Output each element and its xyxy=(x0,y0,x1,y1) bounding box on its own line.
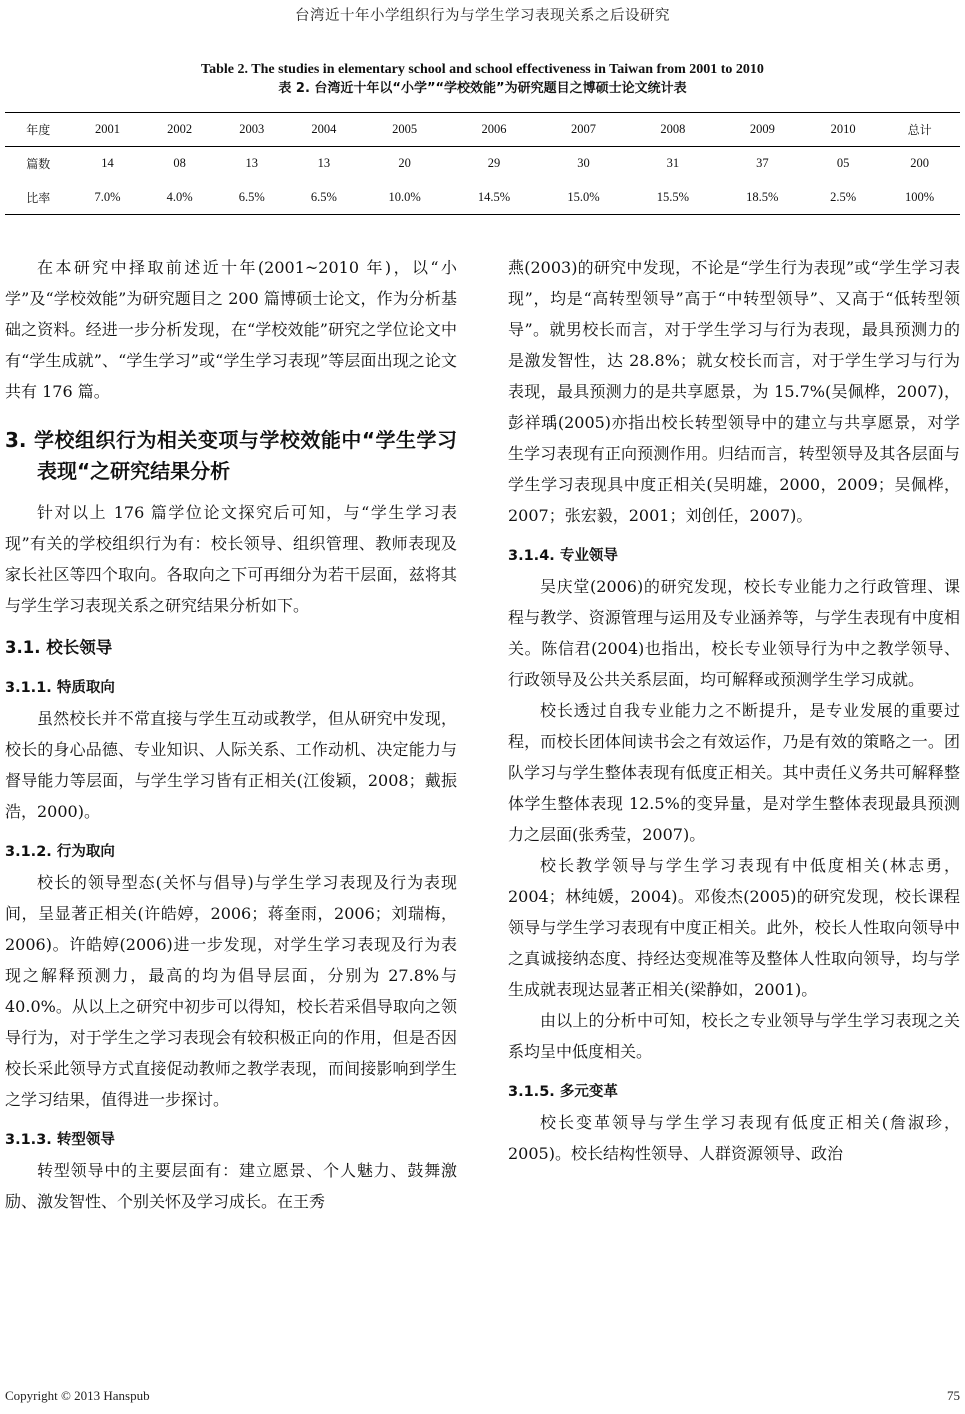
table-cell: 13 xyxy=(245,156,258,171)
table-cell: 31 xyxy=(666,156,680,171)
section-3-1-2-heading: 3.1.2. 行为取向 xyxy=(5,844,115,860)
table-cell: 20 xyxy=(398,156,411,171)
table-cell-total: 100% xyxy=(879,181,960,215)
running-head: 台湾近十年小学组织行为与学生学习表现关系之后设研究 xyxy=(295,8,670,24)
table-cell: 6.5% xyxy=(288,181,360,215)
section-3-1-3-heading: 3.1.3. 转型领导 xyxy=(5,1132,115,1148)
table-row xyxy=(5,181,960,215)
table-cell: 7.0% xyxy=(71,181,143,215)
table-cell: 13 xyxy=(317,156,331,171)
section-3-1-5-paragraph: 校长变革领导与学生学习表现有低度正相关(詹淑珍，2005)。校长结构性领导、人群资源领导、政治 xyxy=(508,1113,960,1163)
section-3-1-2-paragraph: 校长的领导型态(关怀与倡导)与学生学习表现及行为表现间，呈显著正相关(许皓婷，2006；蒋奎雨，2006；刘瑞梅，2006)。许皓婷(2006)进一步发现，对学生学习表现及行为表现之解释预测力，最高的均为倡导层面，分别为 27.8%与 40.0%。从以上之研究中初步可以得知，校长若采倡导取向之领导行为，对于学生之学习表现会有较积极正向的作用，但是否因校长采此领导方式直接促动教师之教学表现，而间接影响到学生之学习结果，值得进一步探讨。 xyxy=(5,873,457,1109)
section-3-1-3-paragraph: 转型领导中的主要层面有：建立愿景、个人魅力、鼓舞激励、激发智性、个别关怀及学习成长。在王秀 xyxy=(5,1161,457,1211)
table-cell: 14.5% xyxy=(449,181,538,215)
statistics-table xyxy=(5,112,960,215)
table-cell: 6.5% xyxy=(216,181,288,215)
table-caption xyxy=(0,60,965,98)
section-3-paragraph: 针对以上 176 篇学位论文探究后可知，与“学生学习表现”有关的学校组织行为有：校长领导、组织管理、教师表现及家长社区等四个取向。各取向之下可再细分为若干层面，兹将其与学生学习表现关系之研究结果分析如下。 xyxy=(5,503,457,615)
section-3-1-4-paragraph-1: 吴庆堂(2006)的研究发现，校长专业能力之行政管理、课程与教学、资源管理与运用及专业涵养等，与学生表现有中度相关。陈信君(2004)也指出，校长专业领导行为中之教学领导、行政领导及公共关系层面，均可解释或预测学生学习成就。 xyxy=(508,577,960,689)
table-caption-zh: 表 2. 台湾近十年以“小学”“学校效能”为研究题目之博硕士论文统计表 xyxy=(278,81,687,96)
copyright-notice: Copyright © 2013 Hanspub xyxy=(5,1388,150,1403)
section-3-1-4-paragraph-4: 由以上的分析中可知，校长之专业领导与学生学习表现之关系均呈中低度相关。 xyxy=(508,1011,960,1061)
section-3-heading: 3. 学校组织行为相关变项与学校效能中“学生学习表现“之研究结果分析 xyxy=(5,428,457,483)
year-cell: 2005 xyxy=(360,113,449,147)
section-3-1-5-heading: 3.1.5. 多元变革 xyxy=(508,1084,618,1100)
year-cell: 2008 xyxy=(628,113,717,147)
page-footer xyxy=(5,1388,960,1404)
section-3-1-4-paragraph-3: 校长教学领导与学生学习表现有中低度相关(林志勇，2004；林纯媛，2004)。邓俊杰(2005)的研究发现，校长课程领导与学生学习表现有中度正相关。此外，校长人性取向领导中之真诚接纳态度、持经达变规准等及整体人性取向领导，均与学生成就表现达显著正相关(梁静如，2001)。 xyxy=(508,856,960,999)
table-cell: 29 xyxy=(487,156,501,171)
section-3-1-1-paragraph: 虽然校长并不常直接与学生互动或教学，但从研究中发现，校长的身心品德、专业知识、人际关系、工作动机、决定能力与督导能力等层面，与学生学习皆有正相关(江俊颖，2008；戴振浩，2000)。 xyxy=(5,709,457,821)
row-label: 篇数 xyxy=(26,157,51,172)
year-cell: 2003 xyxy=(216,113,288,147)
table-cell: 30 xyxy=(577,156,590,171)
table-cell: 2.5% xyxy=(807,181,879,215)
year-cell: 2007 xyxy=(539,113,628,147)
year-cell: 2002 xyxy=(144,113,216,147)
year-cell: 2001 xyxy=(71,113,143,147)
section-3-1-4-paragraph-2: 校长透过自我专业能力之不断提升，是专业发展的重要过程，而校长团体间读书会之有效运作，乃是有效的策略之一。团队学习与学生整体表现有低度正相关。其中责任义务共可解释整体学生整体表现 12.5%的变异量，是对学生整体表现最具预测力之层面(张秀莹，2007)。 xyxy=(508,701,960,844)
year-cell: 2009 xyxy=(718,113,807,147)
left-column xyxy=(5,252,457,1217)
section-3-1-3-continued: 燕(2003)的研究中发现，不论是“学生行为表现”或“学生学习表现”，均是“高转型领导”高于“中转型领导”、又高于“低转型领导”。就男校长而言，对于学生学习与行为表现，最具预测力的是激发智性，达 28.8%；就女校长而言，对于学生学习与行为表现，最具预测力的是共享愿景，为 15.7%(吴佩桦，2007)，彭祥瑀(2005)亦指出校长转型领导中的建立与共享愿景，对学生学习表现有正向预测作用。归结而言，转型领导及其各层面与学生学习表现具中度正相关(吴明雄，2000，2009；吴佩桦，2007；张宏毅，2001；刘创任，2007)。 xyxy=(508,258,960,525)
section-3-1-1-heading: 3.1.1. 特质取向 xyxy=(5,680,115,696)
table-cell: 18.5% xyxy=(718,181,807,215)
table-cell: 4.0% xyxy=(144,181,216,215)
intro-paragraph: 在本研究中择取前述近十年(2001~2010 年)，以“小学”及“学校效能”为研究题目之 200 篇博硕士论文，作为分析基础之资料。经进一步分析发现，在“学校效能”研究之学位论文中有“学生成就”、“学生学习”或“学生学习表现”等层面出现之论文共有 176 篇。 xyxy=(5,258,457,401)
table-header-row xyxy=(5,113,960,147)
table-cell: 05 xyxy=(836,156,850,171)
total-header: 总计 xyxy=(879,113,960,147)
year-cell: 2010 xyxy=(807,113,879,147)
table-cell: 15.5% xyxy=(628,181,717,215)
page-number: 75 xyxy=(947,1388,960,1403)
table-cell: 37 xyxy=(756,156,769,171)
table-cell: 08 xyxy=(173,156,186,171)
table-cell: 10.0% xyxy=(360,181,449,215)
section-3-1-4-heading: 3.1.4. 专业领导 xyxy=(508,548,618,564)
year-cell: 2006 xyxy=(449,113,538,147)
table-caption-en: Table 2. The studies in elementary school and school effectiveness in Taiwan from 2001 to 2010 xyxy=(201,62,764,77)
table-cell-total: 200 xyxy=(910,156,929,171)
year-cell: 2004 xyxy=(288,113,360,147)
right-column xyxy=(508,252,960,1169)
table-header-label: 年度 xyxy=(5,113,71,147)
section-3-1-heading: 3.1. 校长领导 xyxy=(5,638,113,657)
row-label: 比率 xyxy=(5,181,71,215)
table-cell: 14 xyxy=(101,156,114,171)
table-row xyxy=(5,147,960,181)
table-cell: 15.0% xyxy=(539,181,628,215)
